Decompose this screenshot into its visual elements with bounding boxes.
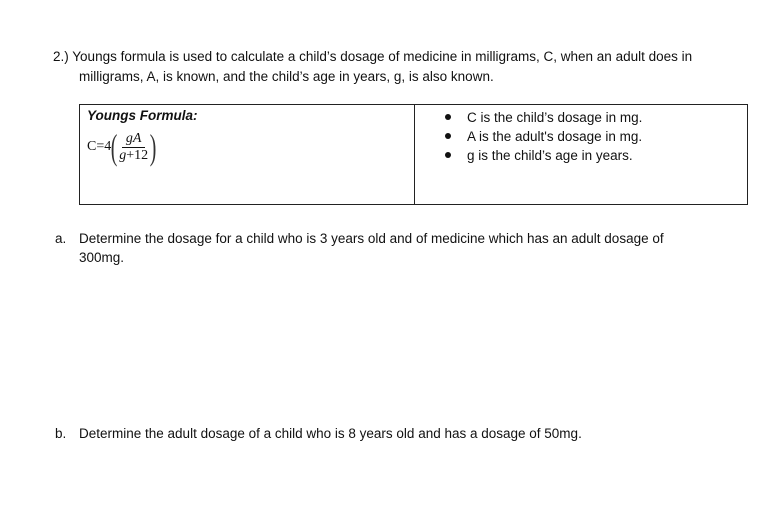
- youngs-formula: [87, 127, 156, 167]
- part-b-text-1: Determine the adult dosage of a child who is 8 years old and has a dosage of 50mg.: [79, 426, 582, 441]
- part-b-label: b.: [55, 426, 67, 441]
- formula-cell: [80, 105, 415, 204]
- question-line-1: [53, 47, 692, 66]
- variable-item-c: [445, 108, 642, 127]
- part-a: [55, 229, 755, 269]
- part-a-text-2: 300mg.: [79, 250, 125, 265]
- denominator-constant: +12: [126, 147, 149, 163]
- formula-lhs: C=4: [87, 139, 112, 154]
- variable-text: A is the adult's dosage in mg.: [467, 129, 643, 144]
- variable-list: [445, 108, 642, 165]
- variable-text: C is the child’s dosage in mg.: [467, 110, 643, 125]
- right-paren: ): [149, 127, 157, 167]
- formula-numerator: gA: [122, 131, 146, 148]
- variable-text: g is the child’s age in years.: [467, 148, 633, 163]
- question-number: 2.): [53, 49, 69, 64]
- part-a-label: a.: [55, 231, 67, 246]
- bullet-icon: [445, 114, 451, 120]
- part-b: [55, 424, 755, 444]
- left-paren: (: [110, 127, 118, 167]
- question-text-2: milligrams, A, is known, and the child’s age in years, g, is also known.: [79, 69, 494, 84]
- question-text-1: Youngs formula is used to calculate a child’s dosage of medicine in milligrams, C, when an adult does in: [72, 49, 693, 64]
- formula-table: [79, 104, 748, 205]
- variable-item-a: [445, 127, 642, 146]
- denominator-variable: g: [119, 147, 127, 163]
- formula-heading: Youngs Formula:: [87, 108, 198, 123]
- variable-item-g: [445, 146, 642, 165]
- bullet-icon: [445, 152, 451, 158]
- formula-denominator: [117, 148, 150, 164]
- formula-fraction: [117, 131, 150, 164]
- part-a-text-1: Determine the dosage for a child who is 3 years old and of medicine which has an adult dosage of: [79, 231, 664, 246]
- variables-cell: [415, 105, 747, 204]
- bullet-icon: [445, 133, 451, 139]
